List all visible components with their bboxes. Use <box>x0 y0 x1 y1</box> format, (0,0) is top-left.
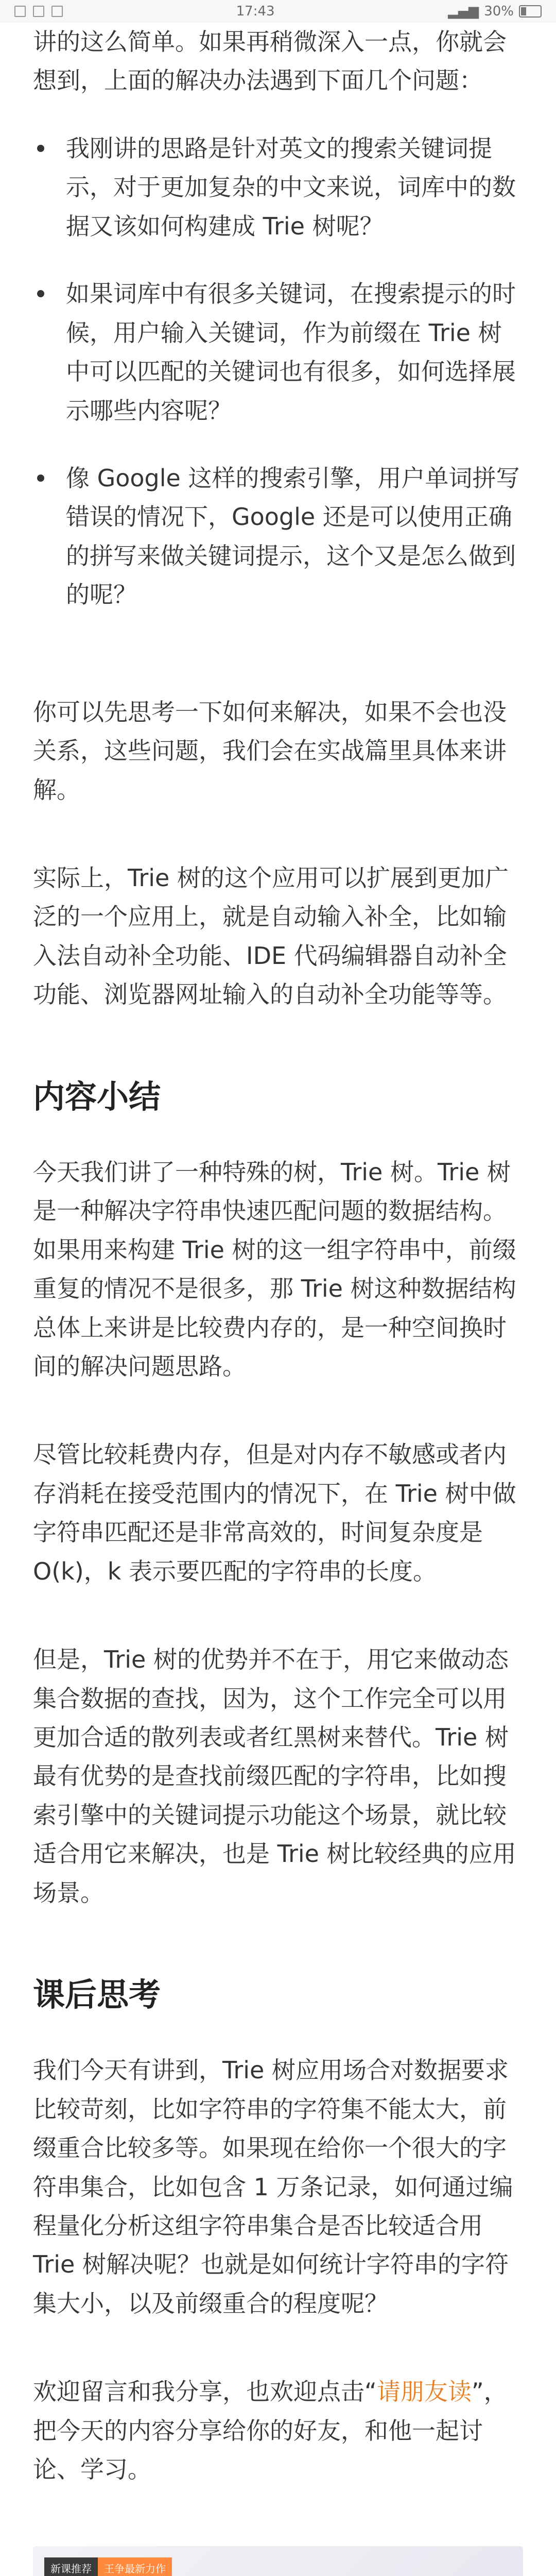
article-paragraph: 我们今天有讲到，Trie 树应用场合对数据要求比较苛刻，比如字符串的字符集不能太大，前缀重合比较多等。如果现在给你一个很大的字符串集合，比如包含 1 万条记录，如何通过编程量化分析这组字符串集合是否比较适合用 Trie 树解决呢？也就是如何统计字符串的字符集大小，以及前缀重合的程度呢？ <box>33 2056 513 2317</box>
status-time: 17:43 <box>236 4 275 19</box>
author-photo <box>342 2572 481 2576</box>
article-paragraph: 尽管比较耗费内存，但是对内存不敏感或者内存消耗在接受范围内的情况下，在 Trie 树中做字符串匹配还是非常高效的，时间复杂度是 O(k)，k 表示要匹配的字符串的长度。 <box>33 1440 516 1585</box>
list-item-text: 像 Google 这样的搜索引擎，用户单词拼写错误的情况下，Google 还是可以使用正确的拼写来做关键词提示，这个又是怎么做到的呢？ <box>66 464 520 609</box>
status-left-icons <box>14 6 63 17</box>
list-item-text: 如果词库中有很多关键词，在搜索提示的时候，用户输入关键词，作为前缀在 Trie 树中可以匹配的关键词也有很多，如何选择展示哪些内容呢？ <box>66 280 516 425</box>
article-content <box>0 23 556 2576</box>
article-paragraph: 你可以先思考一下如何来解决，如果不会也没关系，这些问题，我们会在实战篇里具体来讲解。 <box>33 698 507 804</box>
bullet-icon <box>37 290 44 297</box>
article-paragraph: 实际上，Trie 树的这个应用可以扩展到更加广泛的一个应用上，就是自动输入补全，比如输入法自动补全功能、IDE 代码编辑器自动补全功能、浏览器网址输入的自动补全功能等等。 <box>33 864 509 1009</box>
list-item-text: 我刚讲的思路是针对英文的搜索关键词提示，对于更加复杂的中文来说，词库中的数据又该如何构建成 Trie 树呢？ <box>66 134 516 240</box>
app-icon <box>33 6 44 17</box>
banner-tag-author: 王争最新力作 <box>98 2557 172 2576</box>
bullet-icon <box>37 474 44 482</box>
article-paragraph: 今天我们讲了一种特殊的树，Trie 树。Trie 树是一种解决字符串快速匹配问题的数据结构。如果用来构建 Trie 树的这一组字符串中，前缀重复的情况不是很多，那 Trie 树这种数据结构总体上来讲是比较费内存的，是一种空间换时间的解决问题思路。 <box>33 1158 516 1380</box>
battery-percent: 30% <box>484 4 514 19</box>
battery-fill <box>521 7 526 15</box>
signal-icon: ▂▄▆ <box>448 4 479 19</box>
bullet-icon <box>37 145 44 152</box>
list-item <box>33 275 523 430</box>
banner-tag-new-course: 新课推荐 <box>44 2557 98 2576</box>
message-icon <box>51 6 63 17</box>
article-paragraph: 但是，Trie 树的优势并不在于，用它来做动态集合数据的查找，因为，这个工作完全可以用更加合适的散列表或者红黑树来替代。Trie 树最有优势的是查找前缀匹配的字符串，比如搜索引擎中的关键词提示功能这个场景，就比较适合用它来解决，也是 Trie 树比较经典的应用场景。 <box>33 1646 516 1907</box>
share-text-before: 欢迎留言和我分享，也欢迎点击“ <box>33 2378 377 2406</box>
article-paragraph: 讲的这么简单。如果再稍微深入一点，你就会想到，上面的解决办法遇到下面几个问题： <box>33 28 507 95</box>
list-item <box>33 459 523 615</box>
list-item <box>33 129 523 246</box>
notification-icon <box>14 6 26 17</box>
section-heading-homework: 课后思考 <box>33 1976 161 2014</box>
battery-icon <box>519 5 542 18</box>
share-text-after: ”，把今天的内容分享给你的好友，和他一起讨论、学习。 <box>33 2378 508 2484</box>
article-paragraph <box>33 2372 523 2489</box>
banner-tag <box>44 2557 172 2576</box>
course-promo-banner[interactable] <box>33 2546 523 2576</box>
question-list <box>33 129 523 615</box>
status-bar <box>0 0 556 23</box>
section-heading-summary: 内容小结 <box>33 1077 161 1115</box>
share-with-friends-link[interactable]: 请朋友读 <box>376 2378 472 2406</box>
status-right-icons <box>448 4 542 19</box>
